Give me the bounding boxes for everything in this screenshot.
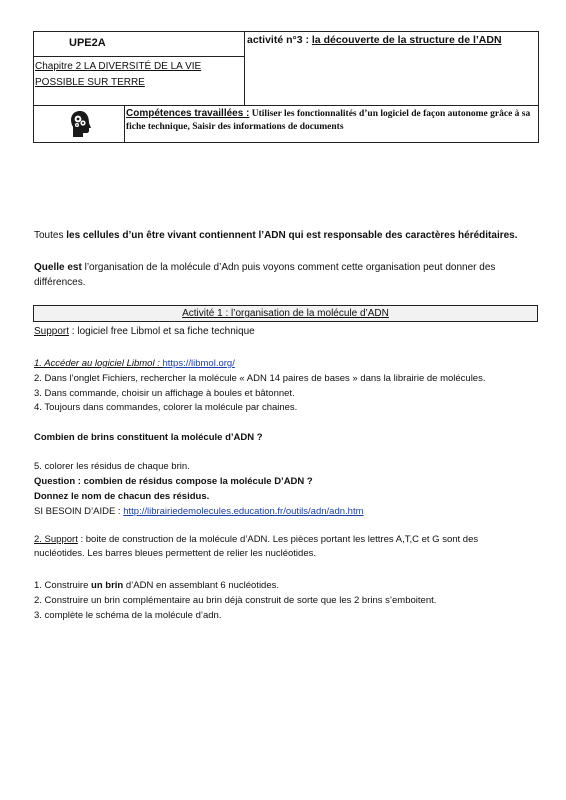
icon-cell [34, 106, 125, 143]
help-link[interactable]: http://librairiedemolecules.education.fr/outils/adn/adn.htm [123, 506, 364, 517]
step-5: 5. colorer les résidus de chaque brin. [34, 461, 190, 472]
competences-description: Utiliser les fonctionnalités d’un logiciel de façon autonome grâce à sa fiche technique, Saisir des informations de documents [126, 109, 531, 132]
question-1: Combien de brins constituent la molécule d’ADN ? [34, 432, 263, 443]
class-cell [34, 32, 245, 57]
activity-1-heading [33, 305, 538, 322]
question-3: Donnez le nom de chacun des résidus. [34, 491, 210, 502]
activity-title-text: la découverte de la structure de l’ADN [311, 34, 502, 46]
chapter-title [35, 59, 240, 91]
chapter-line-2: POSSIBLE SUR TERRE [35, 77, 145, 88]
question-2: Question : combien de résidus compose la molécule D’ADN ? [34, 476, 313, 487]
brain-gears-head-icon [70, 110, 92, 138]
competences-text [126, 108, 536, 133]
step-3: 3. Dans commande, choisir un affichage à boules et bâtonnet. [34, 388, 295, 399]
intro-paragraph-1: Toutes les cellules d’un être vivant contiennent l’ADN qui est responsable des caractères héréditaires. [34, 230, 518, 241]
part-2-item-3: 3. complète le schéma de la molécule d’adn. [34, 610, 222, 621]
activity-title [247, 34, 539, 46]
intro-paragraph-2: Quelle est l’organisation de la molécule d’Adn puis voyons comment cette organisation peut donner des différences. [34, 262, 496, 288]
step-4: 4. Toujours dans commandes, colorer la molécule par chaines. [34, 402, 298, 413]
step-1: 1. Accéder au logiciel Libmol : https://libmol.org/ [34, 358, 235, 369]
step-2: 2. Dans l’onglet Fichiers, rechercher la molécule « ADN 14 paires de bases » dans la librairie de molécules. [34, 373, 486, 384]
competences-label: Compétences travaillées : [126, 108, 250, 119]
libmol-link[interactable]: https://libmol.org/ [162, 358, 235, 369]
class-code: UPE2A [69, 37, 106, 49]
part-2-item-2: 2. Construire un brin complémentaire au brin déjà construit de sorte que les 2 brins s’emboitent. [34, 595, 437, 606]
competences-row [34, 105, 538, 143]
help-line: SI BESOIN D’AIDE : http://librairiedemolecules.education.fr/outils/adn/adn.htm [34, 506, 364, 517]
chapter-line-1: Chapitre 2 LA DIVERSITÉ DE LA VIE [35, 61, 202, 72]
activity-prefix: activité n°3 : [247, 34, 312, 46]
part-2-support: 2. Support : boite de construction de la molécule d’ADN. Les pièces portant les lettres A,T,C et G sont des nucléotides. Les barres bleues permettent de relier les nucléotides. [34, 534, 479, 559]
header-table [33, 31, 539, 143]
activity-1-title: Activité 1 : l’organisation de la molécule d’ADN [182, 308, 389, 319]
support-line: Support : logiciel free Libmol et sa fiche technique [34, 326, 255, 337]
part-2-item-1: 1. Construire un brin d’ADN en assemblant 6 nucléotides. [34, 580, 280, 591]
header-left-cell [34, 32, 245, 106]
